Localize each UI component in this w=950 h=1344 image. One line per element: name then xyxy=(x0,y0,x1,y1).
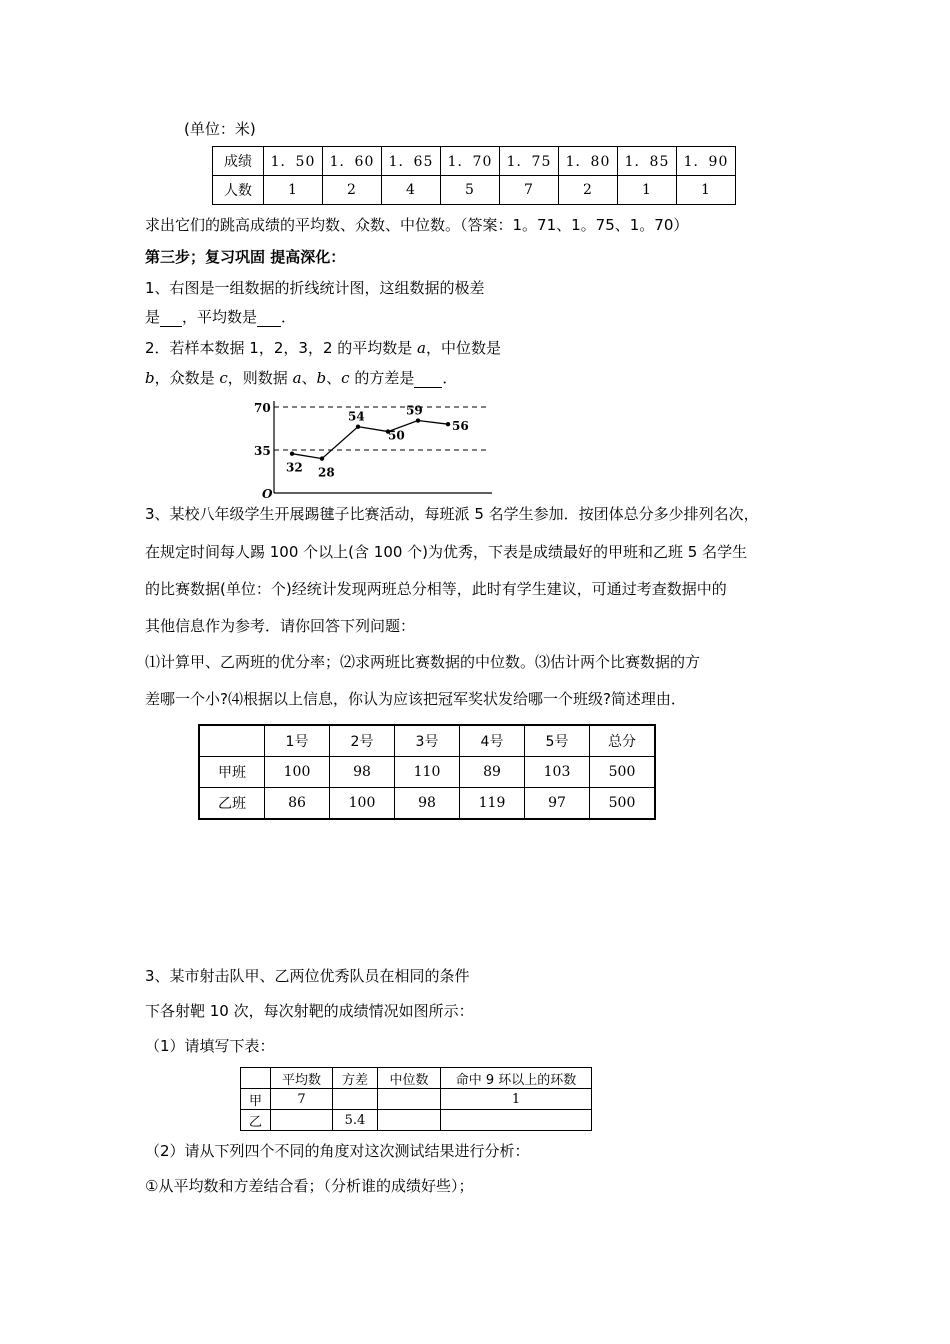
row-label: 甲 xyxy=(241,1089,271,1110)
table-row xyxy=(199,788,655,820)
table-cell: 98 xyxy=(395,788,460,820)
row-label: 甲班 xyxy=(199,757,265,788)
table-cell: 1 xyxy=(441,1089,592,1110)
table-cell: 100 xyxy=(265,757,330,788)
data-label: 50 xyxy=(388,428,405,443)
table-row xyxy=(241,1089,592,1110)
jump-table xyxy=(212,146,736,205)
header-cell: 平均数 xyxy=(271,1068,333,1089)
data-label: 56 xyxy=(452,419,469,434)
header-cell xyxy=(199,725,265,757)
table-cell: 1．65 xyxy=(382,147,441,176)
q2-text: 、 xyxy=(301,369,317,387)
table-cell xyxy=(271,1110,333,1131)
table-cell: 1．90 xyxy=(677,147,736,176)
header-cell xyxy=(241,1068,271,1089)
var-c: c xyxy=(341,369,350,387)
table-cell xyxy=(333,1089,378,1110)
header-cell: 3号 xyxy=(395,725,460,757)
table-cell xyxy=(378,1089,441,1110)
header-cell: 总分 xyxy=(590,725,656,757)
table-cell: 1．70 xyxy=(441,147,500,176)
q3b-part1: （1）请填写下表： xyxy=(145,1037,275,1055)
table-cell: 1．60 xyxy=(323,147,382,176)
shooting-table xyxy=(240,1067,592,1131)
table-cell: 1．80 xyxy=(559,147,618,176)
table-cell xyxy=(441,1110,592,1131)
table-row xyxy=(199,725,655,757)
table-cell: 1．50 xyxy=(264,147,323,176)
var-a: a xyxy=(417,339,426,357)
table-cell xyxy=(378,1110,441,1131)
y-tick-label: 70 xyxy=(254,401,271,415)
table-cell: 103 xyxy=(525,757,590,788)
q3a-line: ⑴计算甲、乙两班的优分率；⑵求两班比赛数据的中位数。⑶估计两个比赛数据的方 xyxy=(145,653,701,671)
y-tick-label: 35 xyxy=(254,444,271,458)
y-tick-label: O xyxy=(262,487,273,501)
table-cell: 4 xyxy=(382,176,441,205)
data-point xyxy=(416,418,420,422)
table-row xyxy=(213,147,736,176)
table-cell: 97 xyxy=(525,788,590,820)
q3a-line: 3、某校八年级学生开展踢毽子比赛活动，每班派 5 名学生参加．按团体总分多少排列名次， xyxy=(145,505,759,523)
q2-text: ． xyxy=(442,369,458,387)
kick-table xyxy=(198,724,656,820)
data-label: 32 xyxy=(286,460,303,475)
q3b-line: 下各射靶 10 次，每次射靶的成绩情况如图所示： xyxy=(145,1002,474,1020)
answer-blank xyxy=(257,308,281,327)
table-cell: 100 xyxy=(330,788,395,820)
table-row xyxy=(241,1110,592,1131)
q3b-line: 3、某市射击队甲、乙两位优秀队员在相同的条件 xyxy=(145,967,470,985)
table-cell: 2 xyxy=(559,176,618,205)
q2-text: 的方差是 xyxy=(349,369,415,387)
q3a-line: 在规定时间每人踢 100 个以上(含 100 个)为优秀，下表是成绩最好的甲班和乙班 5 名学生 xyxy=(145,543,748,561)
unit-label: (单位：米) xyxy=(184,120,256,138)
q2-text: 、 xyxy=(326,369,342,387)
table-cell: 500 xyxy=(590,788,656,820)
var-b: b xyxy=(316,369,327,387)
q1-text: ． xyxy=(281,308,297,326)
q3b-item1: ①从平均数和方差结合看；（分析谁的成绩好些）； xyxy=(145,1177,474,1195)
table-cell: 5.4 xyxy=(333,1110,378,1131)
header-cell: 5号 xyxy=(525,725,590,757)
answer-blank xyxy=(160,308,182,327)
q3a-line: 的比赛数据(单位：个)经统计发现两班总分相等，此时有学生建议，可通过考查数据中的 xyxy=(145,580,727,598)
row-label: 乙班 xyxy=(199,788,265,820)
table-cell: 5 xyxy=(441,176,500,205)
table-cell: 110 xyxy=(395,757,460,788)
q3a-line: 差哪一个小?⑷根据以上信息，你认为应该把冠军奖状发给哪一个班级?简述理由． xyxy=(145,690,686,708)
q2-text: ，众数是 xyxy=(154,369,220,387)
var-c: c xyxy=(219,369,228,387)
q2-line2 xyxy=(145,367,457,388)
table-row xyxy=(199,757,655,788)
table-cell: 2 xyxy=(323,176,382,205)
q2-text: 2．若样本数据 1，2，3，2 的平均数是 xyxy=(145,339,418,357)
data-label: 54 xyxy=(348,409,365,424)
answer-blank xyxy=(414,369,442,388)
table-cell: 86 xyxy=(265,788,330,820)
table-cell: 7 xyxy=(500,176,559,205)
table-cell: 1 xyxy=(264,176,323,205)
data-point xyxy=(290,451,294,455)
q3b-part2: （2）请从下列四个不同的角度对这次测试结果进行分析： xyxy=(145,1142,530,1160)
header-cell: 方差 xyxy=(333,1068,378,1089)
q1-text: ，平均数是 xyxy=(182,308,258,326)
table-cell: 500 xyxy=(590,757,656,788)
table-cell: 1 xyxy=(677,176,736,205)
table-cell: 7 xyxy=(271,1089,333,1110)
row-label: 乙 xyxy=(241,1110,271,1131)
header-cell: 1号 xyxy=(265,725,330,757)
table-cell: 1．85 xyxy=(618,147,677,176)
table-row xyxy=(213,176,736,205)
table-cell: 1．75 xyxy=(500,147,559,176)
table-row xyxy=(241,1068,592,1089)
header-cell: 2号 xyxy=(330,725,395,757)
q2-text: ，中位数是 xyxy=(425,339,501,357)
row-label: 成绩 xyxy=(213,147,264,176)
table-cell: 1 xyxy=(618,176,677,205)
table-cell: 98 xyxy=(330,757,395,788)
header-cell: 命中 9 环以上的环数 xyxy=(441,1068,592,1089)
header-cell: 中位数 xyxy=(378,1068,441,1089)
q1-line1: 1、右图是一组数据的折线统计图，这组数据的极差 xyxy=(145,279,485,297)
data-label: 28 xyxy=(318,465,335,480)
q2-text: ，则数据 xyxy=(227,369,293,387)
q2-line1 xyxy=(145,337,501,358)
step3-heading: 第三步；复习巩固 提高深化： xyxy=(145,248,346,266)
data-point xyxy=(446,422,450,426)
q1-text: 是 xyxy=(145,308,161,326)
q1-line2 xyxy=(145,306,296,327)
data-label: 59 xyxy=(406,403,423,418)
jump-question: 求出它们的跳高成绩的平均数、众数、中位数。（答案：1。71、1。75、1。70） xyxy=(145,216,689,234)
q3a-line: 其他信息作为参考．请你回答下列问题： xyxy=(145,617,416,635)
data-point xyxy=(320,456,324,460)
table-cell: 89 xyxy=(460,757,525,788)
var-b: b xyxy=(145,369,155,387)
header-cell: 4号 xyxy=(460,725,525,757)
data-point xyxy=(356,424,360,428)
row-label: 人数 xyxy=(213,176,264,205)
var-a: a xyxy=(292,369,302,387)
table-cell: 119 xyxy=(460,788,525,820)
line-chart xyxy=(244,395,504,505)
data-line xyxy=(292,421,448,459)
